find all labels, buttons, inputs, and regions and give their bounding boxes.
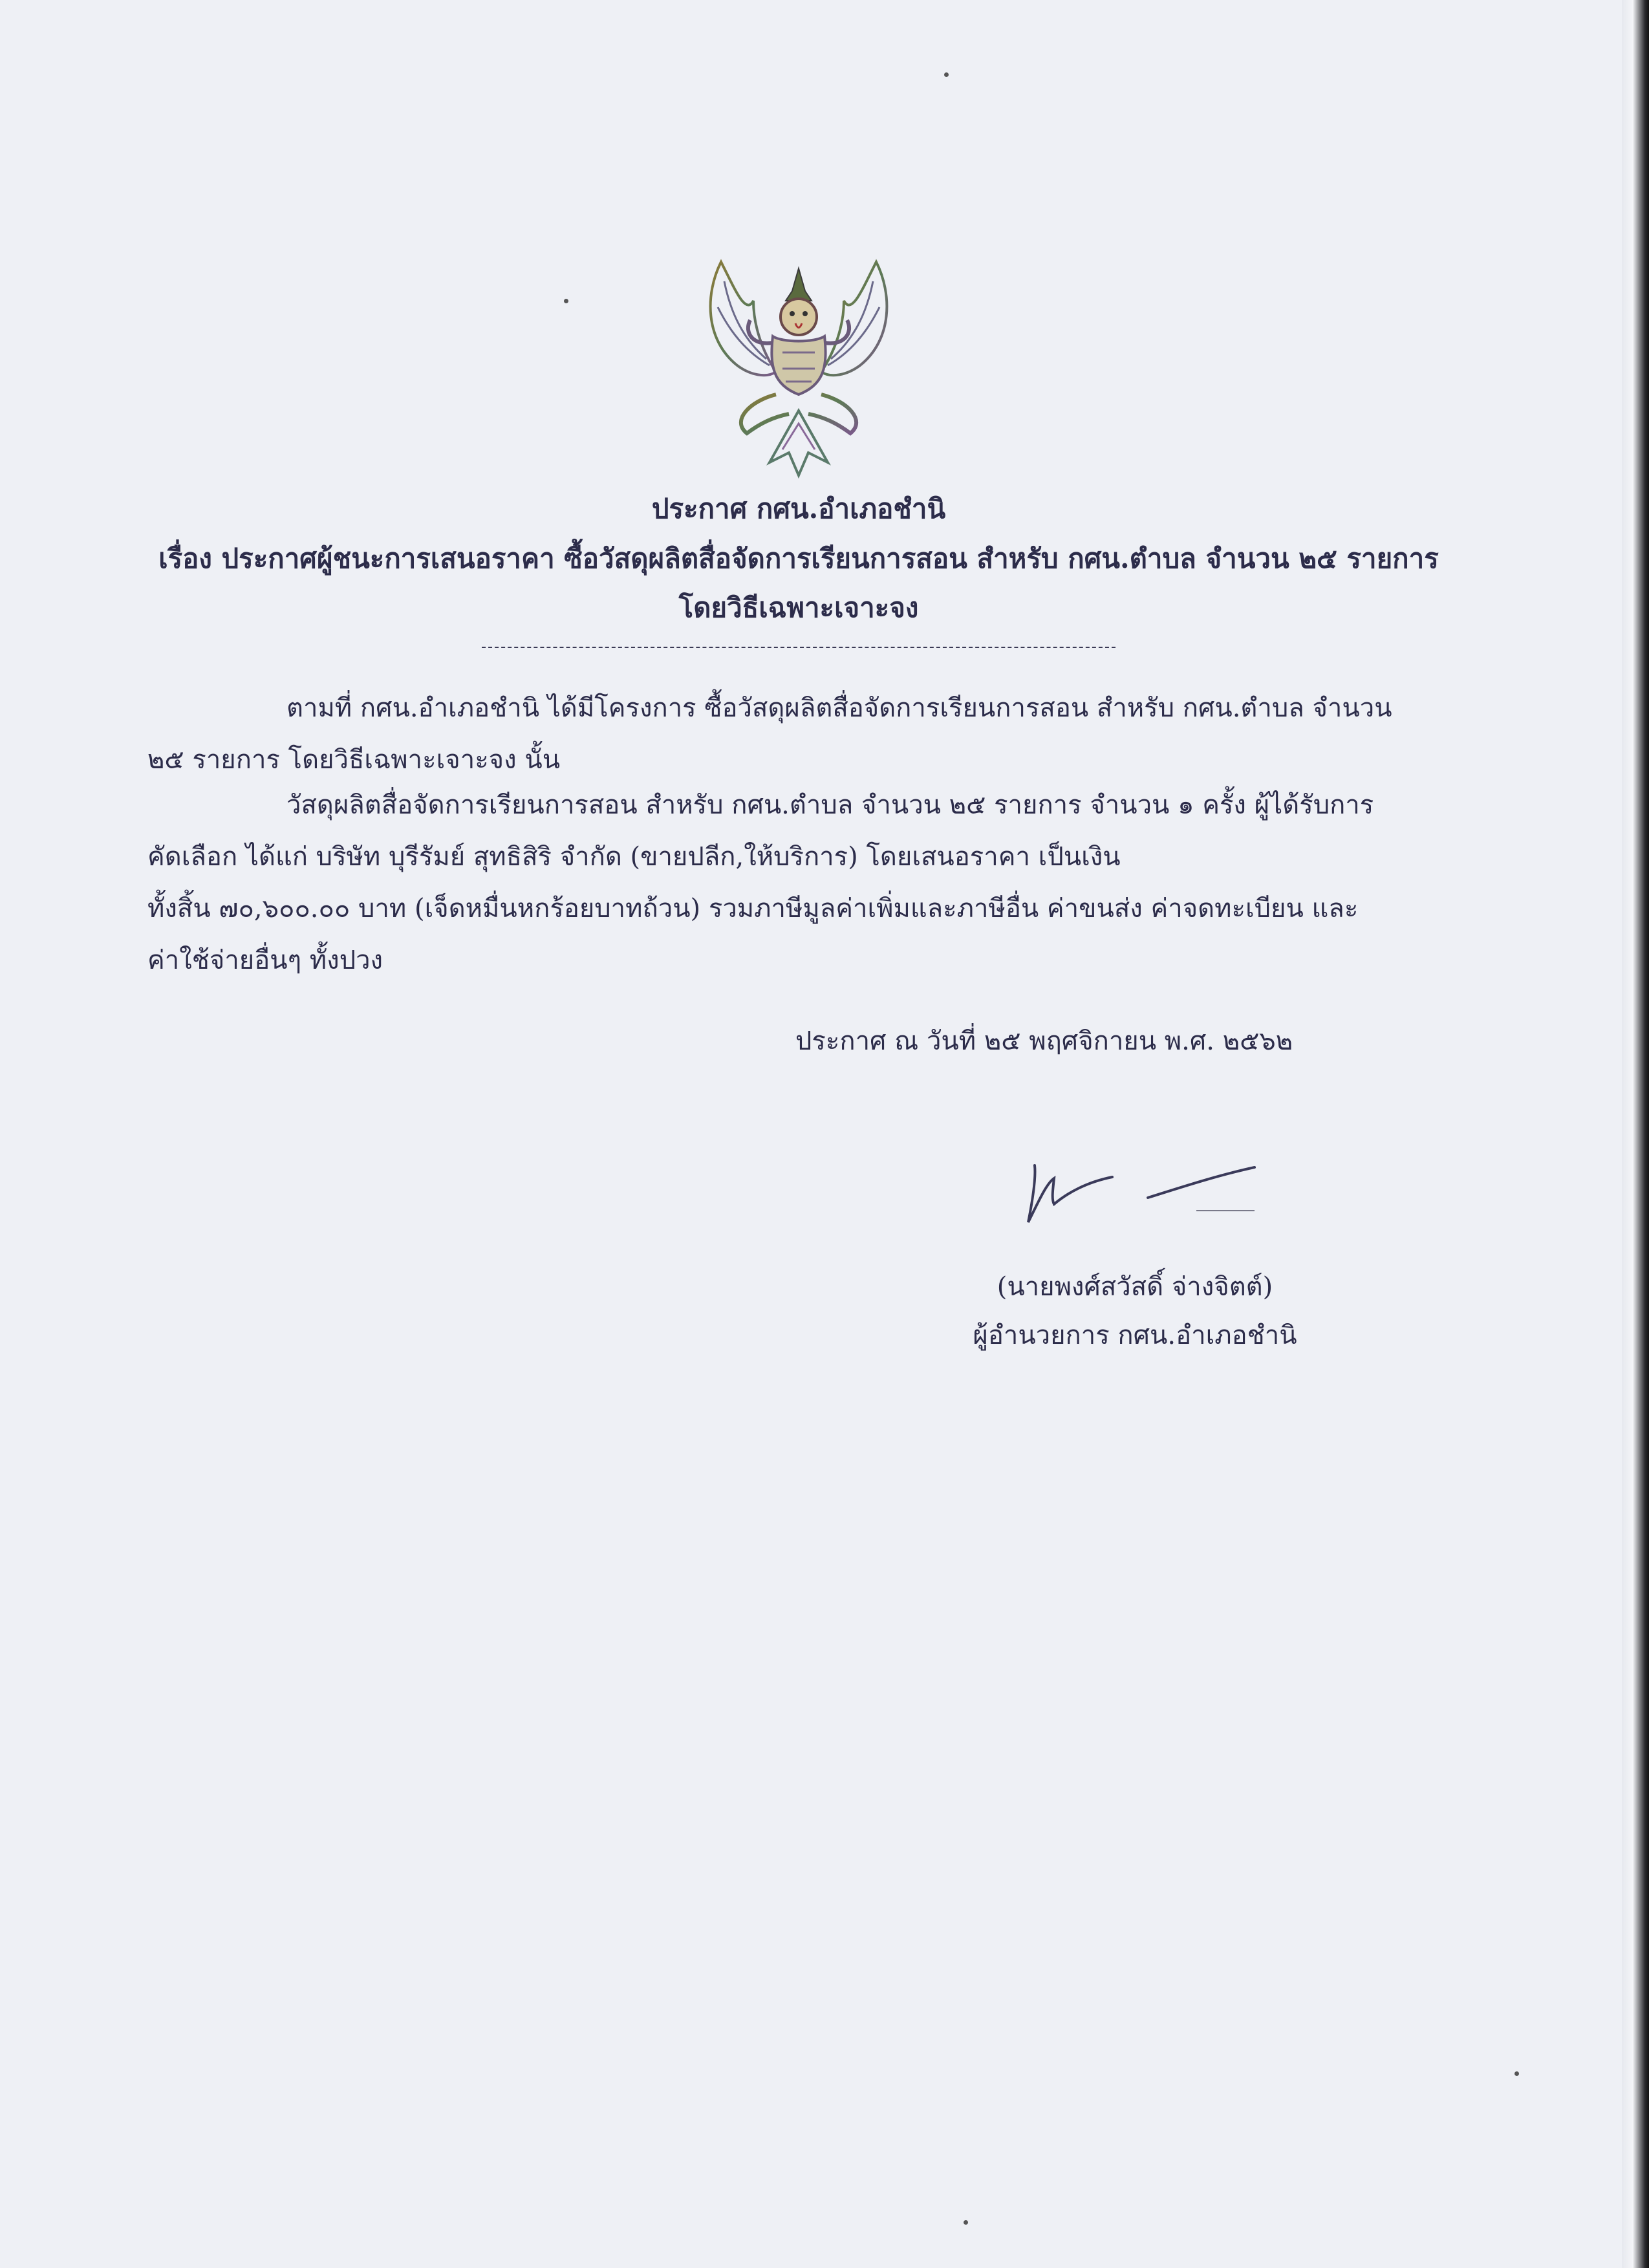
scan-speck (1514, 2071, 1519, 2076)
handwritten-signature (1009, 1151, 1274, 1235)
scanner-edge-shadow (1622, 0, 1649, 2268)
paragraph-winner (147, 779, 1441, 986)
signer-title: ผู้อำนวยการ กศน.อำเภอชำนิ (973, 1321, 1297, 1350)
announcement-subject-method: โดยวิธีเฉพาะเจาะจง (678, 592, 919, 623)
announcement-subject: เรื่อง ประกาศผู้ชนะการเสนอราคา ซื้อวัสดุผลิตสื่อจัดการเรียนการสอน สำหรับ กศน.ตำบล จำนวน ๒๕ รายการ (158, 543, 1439, 574)
announcement-title: ประกาศ กศน.อำเภอชำนิ (651, 493, 946, 524)
garuda-emblem-icon (692, 255, 905, 482)
paragraph-line: ๒๕ รายการ โดยวิธีเฉพาะเจาะจง นั้น (147, 745, 561, 775)
announcement-date: ประกาศ ณ วันที่ ๒๕ พฤศจิกายน พ.ศ. ๒๕๖๒ (795, 1026, 1293, 1056)
scan-speck (564, 299, 568, 303)
paragraph-line: วัสดุผลิตสื่อจัดการเรียนการสอน สำหรับ กศน.ตำบล จำนวน ๒๕ รายการ จำนวน ๑ ครั้ง ผู้ได้รับการ (286, 790, 1374, 820)
signer-name: (นายพงศ์สวัสดิ์ จ่างจิตต์) (997, 1272, 1273, 1302)
paragraph-line: คัดเลือก ได้แก่ บริษัท บุรีรัมย์ สุทธิสิริ จำกัด (ขายปลีก,ให้บริการ) โดยเสนอราคา เป็นเงิน (147, 842, 1121, 872)
header-divider (482, 647, 1116, 648)
paragraph-line: ตามที่ กศน.อำเภอชำนิ ได้มีโครงการ ซื้อวัสดุผลิตสื่อจัดการเรียนการสอน สำหรับ กศน.ตำบล จำนวน (286, 693, 1392, 723)
paragraph-line: ค่าใช้จ่ายอื่นๆ ทั้งปวง (147, 945, 383, 975)
scan-speck (944, 72, 949, 77)
paragraph-line: ทั้งสิ้น ๗๐,๖๐๐.๐๐ บาท (เจ็ดหมื่นหกร้อยบาทถ้วน) รวมภาษีมูลค่าเพิ่มและภาษีอื่น ค่าขนส่ง ค่าจดทะเบียน และ (147, 894, 1359, 923)
paragraph-project (147, 682, 1441, 786)
scan-speck (964, 2220, 968, 2225)
